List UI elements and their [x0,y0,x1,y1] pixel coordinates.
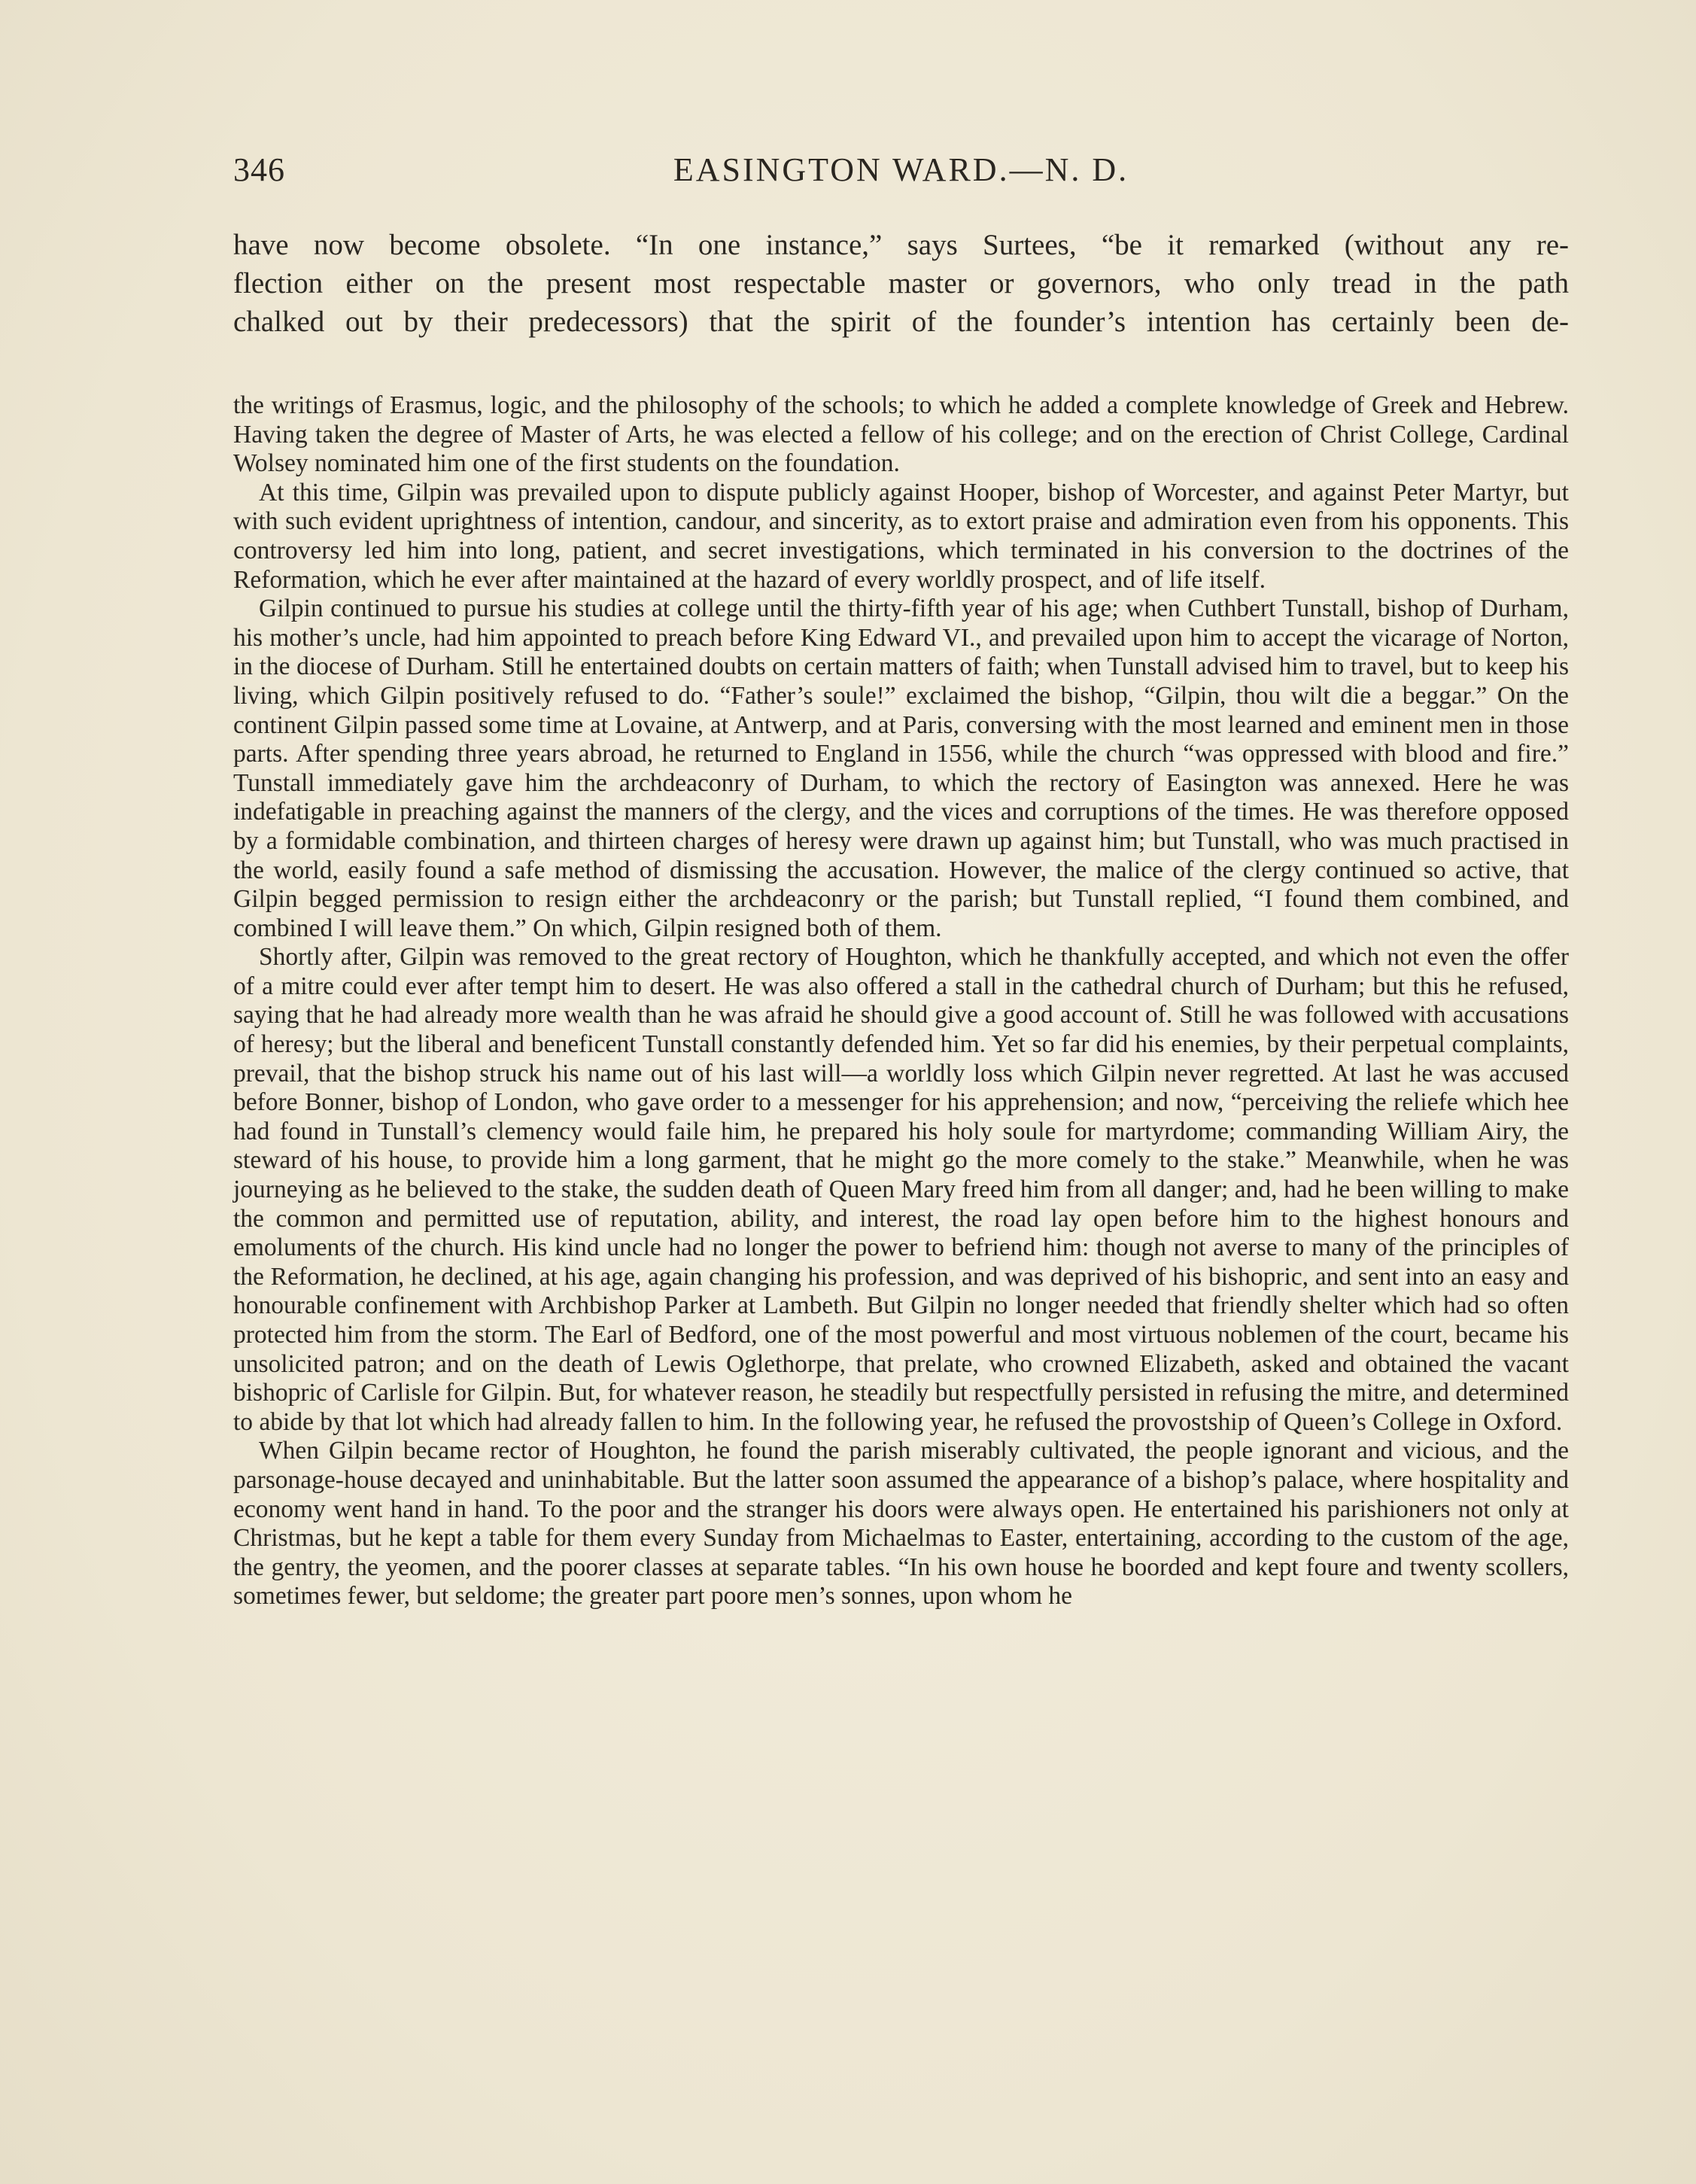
paragraph: When Gilpin became rector of Houghton, he found the parish miserably cultivated, the people ignorant and vicious, and the parsonage-house decayed and uninhabitable. But the latter soon assumed the appearance of a bishop’s palace, where hospitality and economy went hand in hand. To the poor and the stranger his doors were always open. He entertained his parishioners not only at Christmas, but he kept a table for them every Sunday from Michaelmas to Easter, entertaining, according to the custom of the age, the gentry, the yeomen, and the poorer classes at separate tables. “In his own house he boorded and kept foure and twenty scollers, sometimes fewer, but seldome; the greater part poore men’s sonnes, upon whom he [233,1437,1569,1611]
intro-line: flection either on the present most respectable master or governors, who only tread in the path [233,267,1569,300]
body-text [233,391,1569,1611]
paragraph: the writings of Erasmus, logic, and the philosophy of the schools; to which he added a complete knowledge of Greek and Hebrew. Having taken the degree of Master of Arts, he was elected a fellow of his college; and on the erection of Christ College, Cardinal Wolsey nominated him one of the first students on the foundation. [233,391,1569,478]
intro-line: chalked out by their predecessors) that the spirit of the founder’s intention has certainly been de- [233,306,1569,338]
page-number: 346 [233,151,285,188]
page-header [233,151,1569,196]
paragraph: Shortly after, Gilpin was removed to the great rectory of Houghton, which he thankfully accepted, and which not even the offer of a mitre could ever after tempt him to desert. He was also offered a stall in the cathedral church of Durham; but this he refused, saying that he had already more wealth than he was afraid he should give a good account of. Still he was followed with accusations of heresy; but the liberal and beneficent Tunstall constantly defended him. Yet so far did his enemies, by their perpetual complaints, prevail, that the bishop struck his name out of his last will—a worldly loss which Gilpin never regretted. At last he was accused before Bonner, bishop of London, who gave order to a messenger for his apprehension; and now, “perceiving the reliefe which hee had found in Tunstall’s clemency would faile him, he prepared his holy soule for martyrdome; commanding William Airy, the steward of his house, to provide him a long garment, that he might go the more comely to the stake.” Meanwhile, when he was journeying as he believed to the stake, the sudden death of Queen Mary freed him from all danger; and, had he been willing to make the common and permitted use of reputation, ability, and interest, the road lay open before him to the highest honours and emoluments of the church. His kind uncle had no longer the power to befriend him: though not averse to many of the principles of the Reformation, he declined, at his age, again changing his profession, and was deprived of his bishopric, and sent into an easy and honourable confinement with Archbishop Parker at Lambeth. But Gilpin no longer needed that friendly shelter which had so often protected him from the storm. The Earl of Bedford, one of the most powerful and most virtuous noblemen of the court, became his unsolicited patron; and on the death of Lewis Oglethorpe, that prelate, who crowned Elizabeth, asked and obtained the vacant bishopric of Carlisle for Gilpin. But, for whatever reason, he steadily but respectfully persisted in refusing the mitre, and determined to abide by that lot which had already fallen to him. In the following year, he refused the provostship of Queen’s College in Oxford. [233,943,1569,1436]
intro-text-block [233,226,1569,341]
intro-line: have now become obsolete. “In one instance,” says Surtees, “be it remarked (without any re- [233,229,1569,261]
paragraph: At this time, Gilpin was prevailed upon to dispute publicly against Hooper, bishop of Worcester, and against Peter Martyr, but with such evident uprightness of intention, candour, and sincerity, as to extort praise and admiration even from his opponents. This controversy led him into long, patient, and secret investigations, which terminated in his conversion to the doctrines of the Reformation, which he ever after maintained at the hazard of every worldly prospect, and of life itself. [233,478,1569,594]
paragraph: Gilpin continued to pursue his studies at college until the thirty-fifth year of his age; when Cuthbert Tunstall, bishop of Durham, his mother’s uncle, had him appointed to preach before King Edward VI., and prevailed upon him to accept the vicarage of Norton, in the diocese of Durham. Still he entertained doubts on certain matters of faith; when Tunstall advised him to travel, but to keep his living, which Gilpin positively refused to do. “Father’s soule!” exclaimed the bishop, “Gilpin, thou wilt die a beggar.” On the continent Gilpin passed some time at Lovaine, at Antwerp, and at Paris, conversing with the most learned and eminent men in those parts. After spending three years abroad, he returned to England in 1556, while the church “was oppressed with blood and fire.” Tunstall immediately gave him the archdeaconry of Durham, to which the rectory of Easington was annexed. Here he was indefatigable in preaching against the manners of the clergy, and the vices and corruptions of the times. He was therefore opposed by a formidable combination, and thirteen charges of heresy were drawn up against him; but Tunstall, who was much practised in the world, easily found a safe method of dismissing the accusation. However, the malice of the clergy continued so active, that Gilpin begged permission to resign either the archdeaconry or the parish; but Tunstall replied, “I found them combined, and combined I will leave them.” On which, Gilpin resigned both of them. [233,595,1569,942]
running-head: EASINGTON WARD.—N. D. [673,151,1129,188]
